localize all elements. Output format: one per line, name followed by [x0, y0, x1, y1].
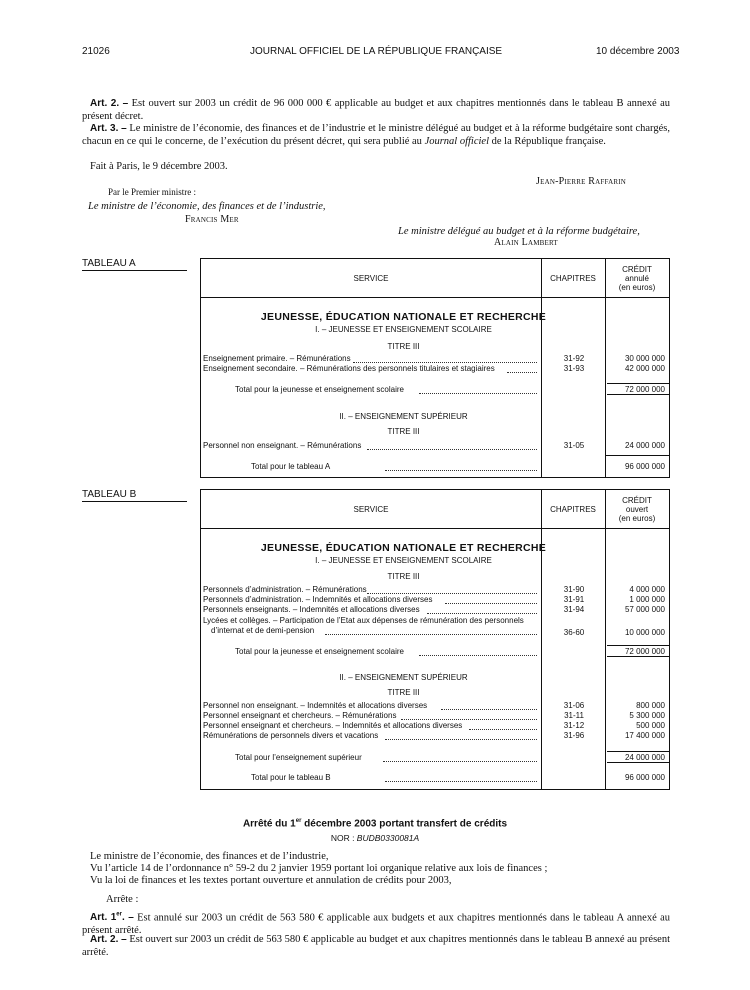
total-row: Total pour le tableau A	[251, 462, 331, 471]
col-credit: CRÉDIT ouvert (en euros)	[618, 496, 656, 523]
article-label: Art. 2. –	[90, 98, 129, 109]
section-heading: II. – ENSEIGNEMENT SUPÉRIEUR	[339, 412, 468, 421]
arrete-article-2	[82, 934, 670, 959]
article-label: Art. 3. –	[90, 123, 127, 134]
article-text: Est annulé sur 2003 un crédit de 563 580 € applicable aux budgets et aux chapitres mentionnés dans le tableau A annexé au présent arrêté.	[82, 912, 670, 936]
credit-amount: 10 000 000	[624, 628, 665, 637]
chapitre-code: 31-12	[563, 721, 585, 730]
col-chapitres: CHAPITRES	[550, 505, 596, 514]
section-heading: II. – ENSEIGNEMENT SUPÉRIEUR	[339, 673, 468, 682]
article-text: de la République française.	[489, 135, 606, 147]
table-a	[200, 258, 670, 478]
table-row: Personnel non enseignant. – Indemnités et allocations diverses	[203, 701, 428, 710]
col-chapitres: CHAPITRES	[550, 274, 596, 283]
credit-amount: 500 000	[636, 721, 665, 730]
nor-reference: NOR : BUDB0330081A	[330, 833, 420, 843]
table-b-label: TABLEAU B	[82, 489, 187, 502]
total-amount: 24 000 000	[624, 753, 665, 762]
chapitre-code: 31-93	[563, 364, 585, 373]
table-row-continued: d’internat et de demi-pension	[211, 626, 315, 635]
titre-heading: TITRE III	[387, 427, 420, 436]
article-text: Le ministre de l’économie, des finances et de l’industrie et le ministre délégué au budget et à la réforme budgétaire sont chargés, chacun en ce qui le concerne, de l’exécution du présent décret, qui sera publié au	[82, 123, 670, 147]
total-row: Total pour la jeunesse et enseignement scolaire	[235, 647, 404, 656]
chapitre-code: 36-60	[563, 628, 585, 637]
delegate-minister-name: Alain Lambert	[494, 237, 558, 248]
credit-amount: 30 000 000	[624, 354, 665, 363]
minister-title: Le ministre de l’économie, des finances et de l’industrie,	[88, 201, 326, 212]
col-credit: CRÉDIT annulé (en euros)	[618, 265, 656, 292]
credit-amount: 17 400 000	[624, 731, 665, 740]
credit-amount: 24 000 000	[624, 441, 665, 450]
delegate-minister-title: Le ministre délégué au budget et à la réforme budgétaire,	[398, 226, 640, 237]
credit-amount: 800 000	[636, 701, 665, 710]
chapitre-code: 31-92	[563, 354, 585, 363]
credit-amount: 42 000 000	[624, 364, 665, 373]
table-row: Personnels d’administration. – Rémunérations	[203, 585, 367, 594]
arrete-intro-2: Vu l’article 14 de l’ordonnance n° 59-2 du 2 janvier 1959 portant loi organique relative aux lois de finances ;	[90, 863, 548, 874]
col-service: SERVICE	[353, 505, 389, 514]
section-heading: I. – JEUNESSE ET ENSEIGNEMENT SCOLAIRE	[315, 325, 492, 334]
arrete-word: Arrête :	[106, 894, 139, 905]
chapitre-code: 31-94	[563, 605, 585, 614]
decree-article-2	[82, 98, 670, 123]
minister-name: Francis Mer	[185, 214, 239, 225]
table-row: Personnels enseignants. – Indemnités et allocations diverses	[203, 605, 420, 614]
article-text: Est ouvert sur 2003 un crédit de 96 000 000 € applicable au budget et aux chapitres mentionnés dans le tableau B annexé au présent décret.	[82, 98, 670, 122]
table-a-label: TABLEAU A	[82, 258, 187, 271]
journal-title: JOURNAL OFFICIEL DE LA RÉPUBLIQUE FRANÇAISE	[250, 46, 503, 57]
total-row: Total pour la jeunesse et enseignement scolaire	[235, 385, 404, 394]
credit-amount: 57 000 000	[624, 605, 665, 614]
table-row: Rémunérations de personnels divers et vacations	[203, 731, 379, 740]
titre-heading: TITRE III	[387, 688, 420, 697]
article-label: Art. 2. –	[90, 934, 127, 945]
chapitre-code: 31-90	[563, 585, 585, 594]
journal-name: Journal officiel	[424, 135, 490, 147]
total-amount: 72 000 000	[624, 647, 665, 656]
total-row: Total pour l’enseignement supérieur	[235, 753, 362, 762]
col-service: SERVICE	[353, 274, 389, 283]
table-row: Personnel enseignant et chercheurs. – Rémunérations	[203, 711, 397, 720]
credit-amount: 5 300 000	[629, 711, 665, 720]
total-amount: 96 000 000	[624, 773, 665, 782]
header-date: 10 décembre 2003	[596, 46, 680, 57]
chapitre-code: 31-91	[563, 595, 585, 604]
chapitre-code: 31-05	[563, 441, 585, 450]
signatory-prime-minister: Jean-Pierre Raffarin	[536, 176, 626, 187]
by-prime-minister: Par le Premier ministre :	[108, 187, 196, 197]
done-at: Fait à Paris, le 9 décembre 2003.	[90, 161, 228, 172]
ministry-heading: JEUNESSE, ÉDUCATION NATIONALE ET RECHERCHE	[260, 542, 547, 554]
table-row: Personnel non enseignant. – Rémunérations	[203, 441, 362, 450]
total-amount: 72 000 000	[624, 385, 665, 394]
table-row: Enseignement primaire. – Rémunérations	[203, 354, 351, 363]
titre-heading: TITRE III	[387, 572, 420, 581]
table-row: Personnel enseignant et chercheurs. – Indemnités et allocations diverses	[203, 721, 463, 730]
ministry-heading: JEUNESSE, ÉDUCATION NATIONALE ET RECHERCHE	[260, 311, 547, 323]
table-b	[200, 489, 670, 790]
credit-amount: 4 000 000	[629, 585, 665, 594]
decree-article-3	[82, 123, 670, 148]
arrete-intro-3: Vu la loi de finances et les textes portant ouverture et annulation de crédits pour 2003,	[90, 875, 452, 886]
table-row: Enseignement secondaire. – Rémunérations des personnels titulaires et stagiaires	[203, 364, 495, 373]
chapitre-code: 31-11	[564, 711, 584, 720]
table-row: Lycées et collèges. – Participation de l’Etat aux dépenses de rémunération des personnels	[203, 616, 524, 625]
arrete-intro-1: Le ministre de l’économie, des finances et de l’industrie,	[90, 851, 329, 862]
total-row: Total pour le tableau B	[251, 773, 331, 782]
table-row: Personnels d’administration. – Indemnités et allocations diverses	[203, 595, 433, 604]
chapitre-code: 31-06	[563, 701, 585, 710]
arrete-title: Arrêté du 1er décembre 2003 portant transfert de crédits	[242, 818, 508, 830]
article-label: Art. 1er. –	[90, 912, 134, 924]
chapitre-code: 31-96	[563, 731, 585, 740]
total-amount: 96 000 000	[624, 462, 665, 471]
page-number: 21026	[82, 46, 110, 57]
article-text: Est ouvert sur 2003 un crédit de 563 580 € applicable au budget et aux chapitres mentionnés dans le tableau B annexé au présent arrêté.	[82, 934, 670, 958]
credit-amount: 1 000 000	[629, 595, 665, 604]
titre-heading: TITRE III	[387, 342, 420, 351]
section-heading: I. – JEUNESSE ET ENSEIGNEMENT SCOLAIRE	[315, 556, 492, 565]
